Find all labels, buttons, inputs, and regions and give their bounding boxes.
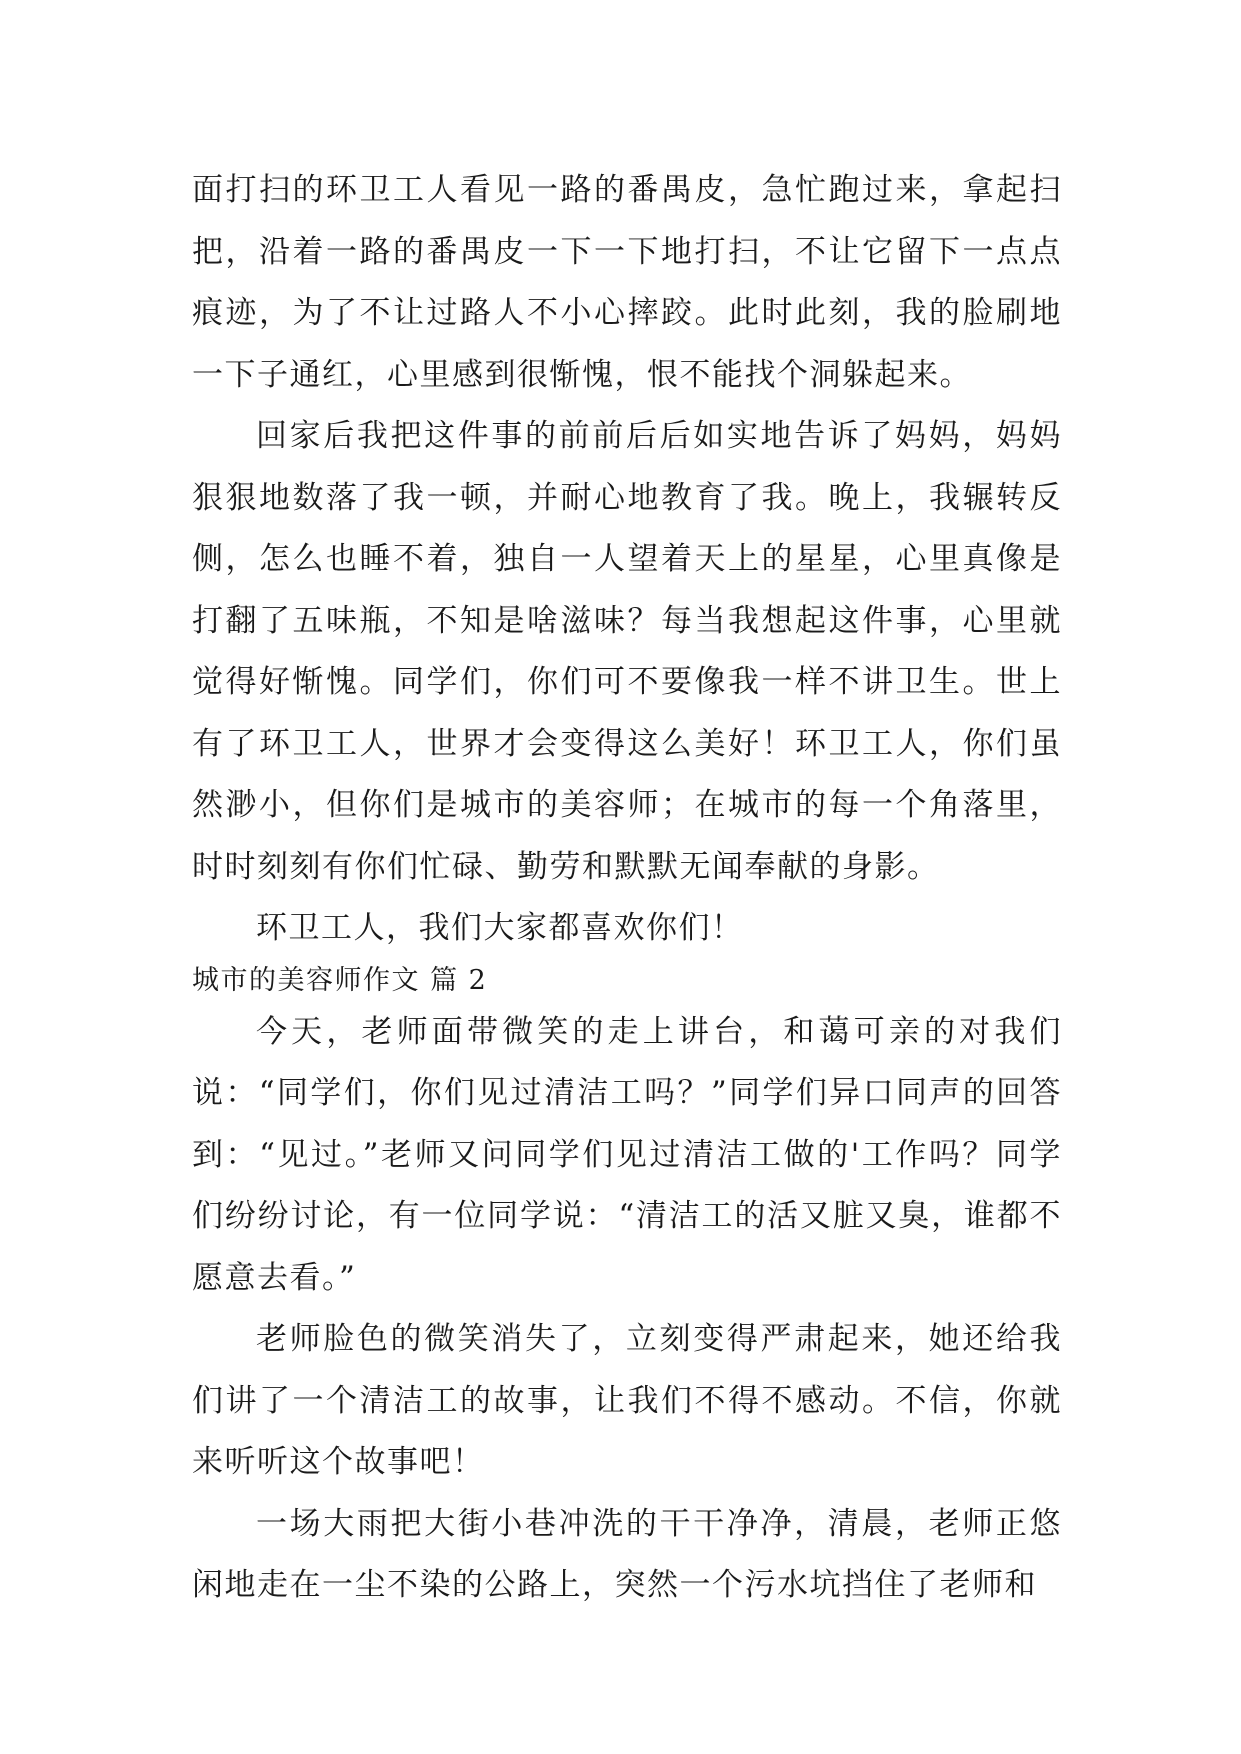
paragraph-teacher-question: 今天，老师面带微笑的走上讲台，和蔼可亲的对我们说：“同学们，你们见过清洁工吗？”同学们异口同声的回答到：“见过。”老师又问同学们见过清洁工做的'工作吗？同学们纷纷讨论，有一位同学说：“清洁工的活又脏又臭，谁都不愿意去看。” bbox=[192, 1013, 1062, 1296]
section-heading: 城市的美容师作文 篇 2 bbox=[192, 964, 488, 996]
document-body bbox=[192, 160, 1062, 1617]
paragraph-closing: 环卫工人，我们大家都喜欢你们！ bbox=[256, 910, 744, 946]
paragraph-reflection: 回家后我把这件事的前前后后如实地告诉了妈妈，妈妈狠狠地数落了我一顿，并耐心地教育了我。晚上，我辗转反侧，怎么也睡不着，独自一人望着天上的星星，心里真像是打翻了五味瓶，不知是啥滋味？每当我想起这件事，心里就觉得好惭愧。同学们，你们可不要像我一样不讲卫生。世上有了环卫工人，世界才会变得这么美好！环卫工人，你们虽然渺小，但你们是城市的美容师；在城市的每一个角落里，时时刻刻有你们忙碌、勤劳和默默无闻奉献的身影。 bbox=[192, 418, 1062, 885]
paragraph-rain-morning: 一场大雨把大街小巷冲洗的干干净净，清晨，老师正悠闲地走在一尘不染的公路上，突然一个污水坑挡住了老师和 bbox=[192, 1505, 1062, 1603]
paragraph-teacher-story: 老师脸色的微笑消失了，立刻变得严肃起来，她还给我们讲了一个清洁工的故事，让我们不得不感动。不信，你就来听听这个故事吧！ bbox=[192, 1321, 1062, 1480]
paragraph-street-sweeping: 面打扫的环卫工人看见一路的番禺皮，急忙跑过来，拿起扫把，沿着一路的番禺皮一下一下地打扫，不让它留下一点点痕迹，为了不让过路人不小心摔跤。此时此刻，我的脸刷地一下子通红，心里感到很惭愧，恨不能找个洞躲起来。 bbox=[192, 172, 1062, 393]
